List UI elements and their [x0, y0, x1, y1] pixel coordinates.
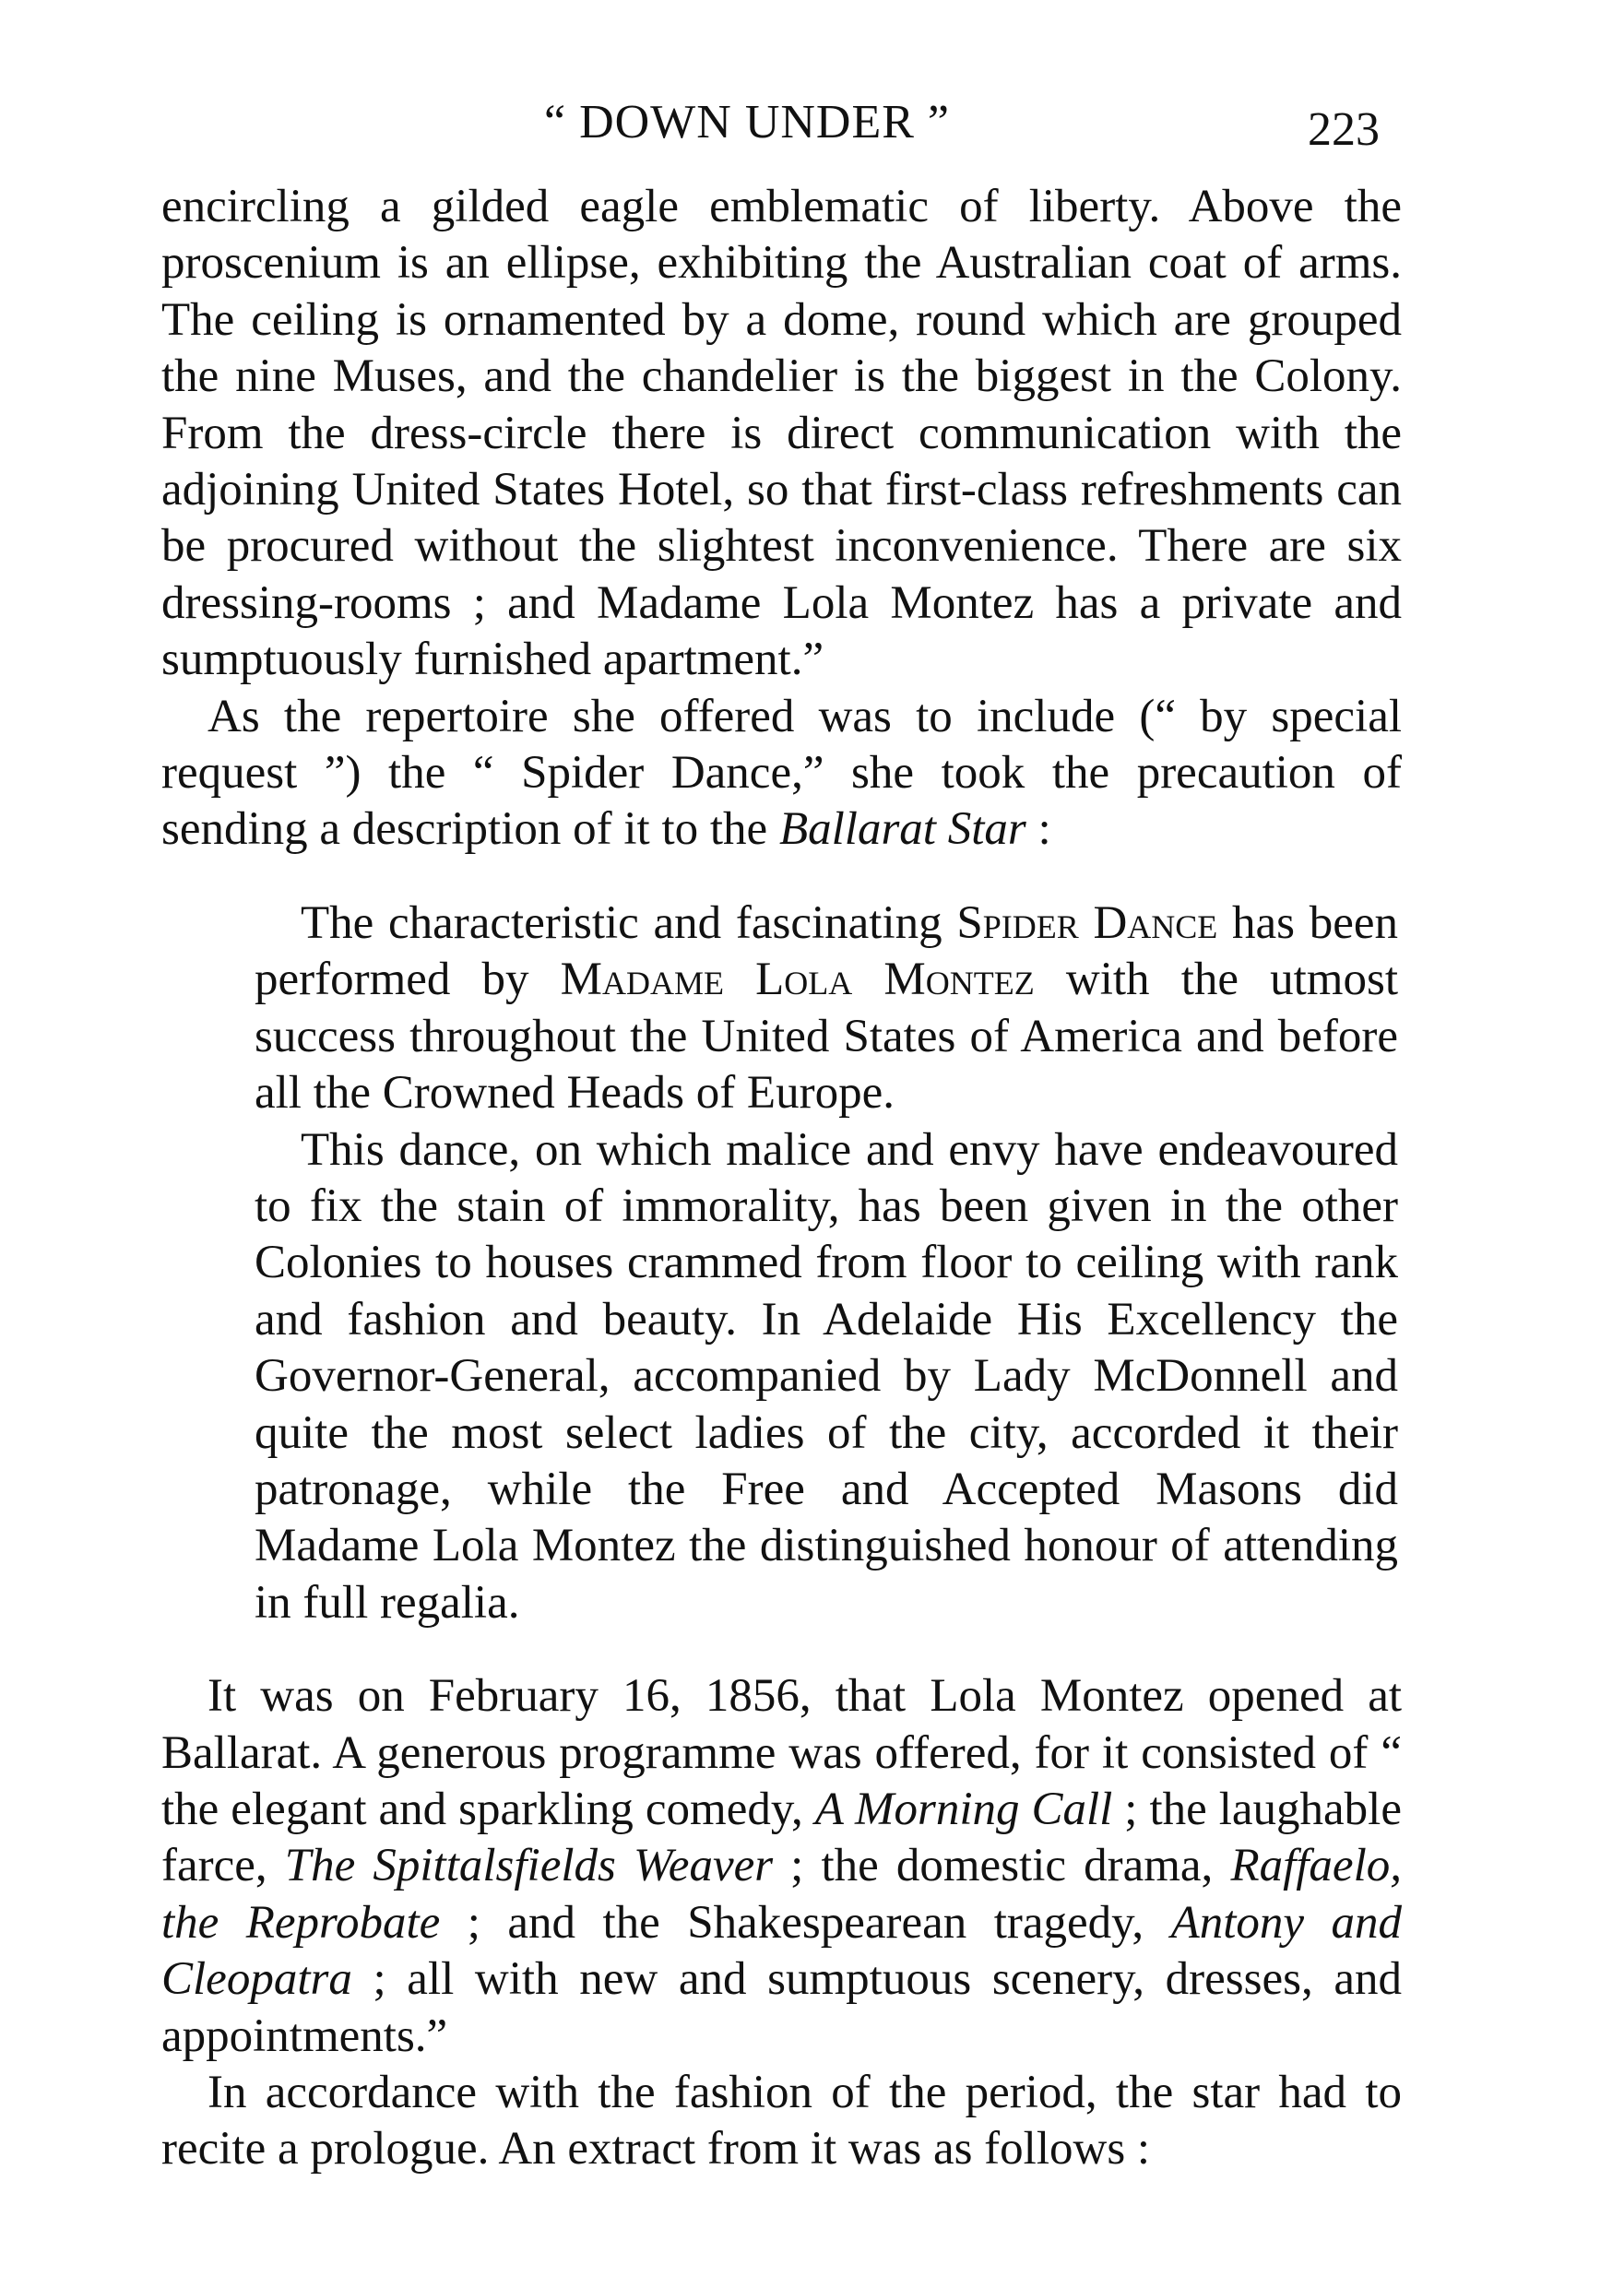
- play-title: A Morning Call: [814, 1783, 1113, 1835]
- paragraph-prologue: In accordance with the fashion of the period, the star had to recite a prologue. An extract from it was as follows :: [161, 2067, 1402, 2175]
- play-title: Antony and Cleopatra: [161, 1896, 1402, 2006]
- running-head: [0, 90, 1624, 155]
- paragraph-text: ; all with new and sumptuous scenery, dresses, and appointments.”: [161, 1953, 1402, 2062]
- paragraph-repertoire: [161, 689, 1402, 859]
- small-caps-text: Spider Dance: [956, 896, 1218, 949]
- paragraph-text: ; and the Shakespearean tragedy,: [440, 1896, 1171, 1949]
- quote-text: with the utmost success throughout the United States of America and before all the Crowned Heads of Europe.: [255, 954, 1398, 1120]
- small-caps-text: Madame Lola Montez: [560, 954, 1035, 1006]
- quote-paragraph-1: [255, 895, 1398, 1122]
- block-quote: [255, 895, 1398, 1631]
- paragraph-text: ; the domestic drama,: [773, 1840, 1231, 1892]
- body-text: [161, 179, 1402, 2178]
- paragraph-text: As the repertoire she offered was to include (“ by special request ”) the “ Spider Dance,” she took the precaution of sending a description of it to the: [161, 690, 1402, 856]
- page-number: 223: [1308, 103, 1380, 156]
- paragraph-text: :: [1025, 803, 1051, 856]
- play-title: The Spittalsfields Weaver: [284, 1840, 774, 1892]
- running-title: “ DOWN UNDER ”: [544, 96, 951, 148]
- paragraph-text: It was on February 16, 1856, that Lola Montez opened at Ballarat. A generous programme was offered, for it consisted of “ the elegant and sparkling comedy,: [161, 1670, 1402, 1835]
- play-title: Raffaelo, the Reprobate: [161, 1840, 1402, 1949]
- quote-paragraph-2: This dance, on which malice and envy have endeavoured to fix the stain of immorality, has been given in the other Colonies to houses crammed from floor to ceiling with rank and fashion and beauty. In Adelaide His Excellency the Governor-General, accompanied by Lady McDonnell and quite the most select ladies of the city, accorded it their patronage, while the Free and Accepted Masons did Madame Lola Montez the distinguished honour of attending in full regalia.: [255, 1123, 1398, 1629]
- newspaper-title: Ballarat Star: [778, 803, 1026, 856]
- quote-text: The characteristic and fascinating: [301, 896, 957, 949]
- paragraph-theatre-description: encircling a gilded eagle emblematic of liberty. Above the proscenium is an ellipse, exhibiting the Australian coat of arms. The ceiling is ornamented by a dome, round which are grouped the nine Muses, and the chandelier is the biggest in the Colony. From the dress-circle there is direct communication with the adjoining United States Hotel, so that first-class refreshments can be procured without the slightest inconvenience. There are six dressing-rooms ; and Madame Lola Montez has a private and sumptuously furnished apartment.”: [161, 181, 1402, 686]
- quote-text: has been performed by: [255, 896, 1399, 1006]
- paragraph-text: ; the laughable farce,: [161, 1783, 1402, 1892]
- paragraph-opening: [161, 1668, 1402, 2065]
